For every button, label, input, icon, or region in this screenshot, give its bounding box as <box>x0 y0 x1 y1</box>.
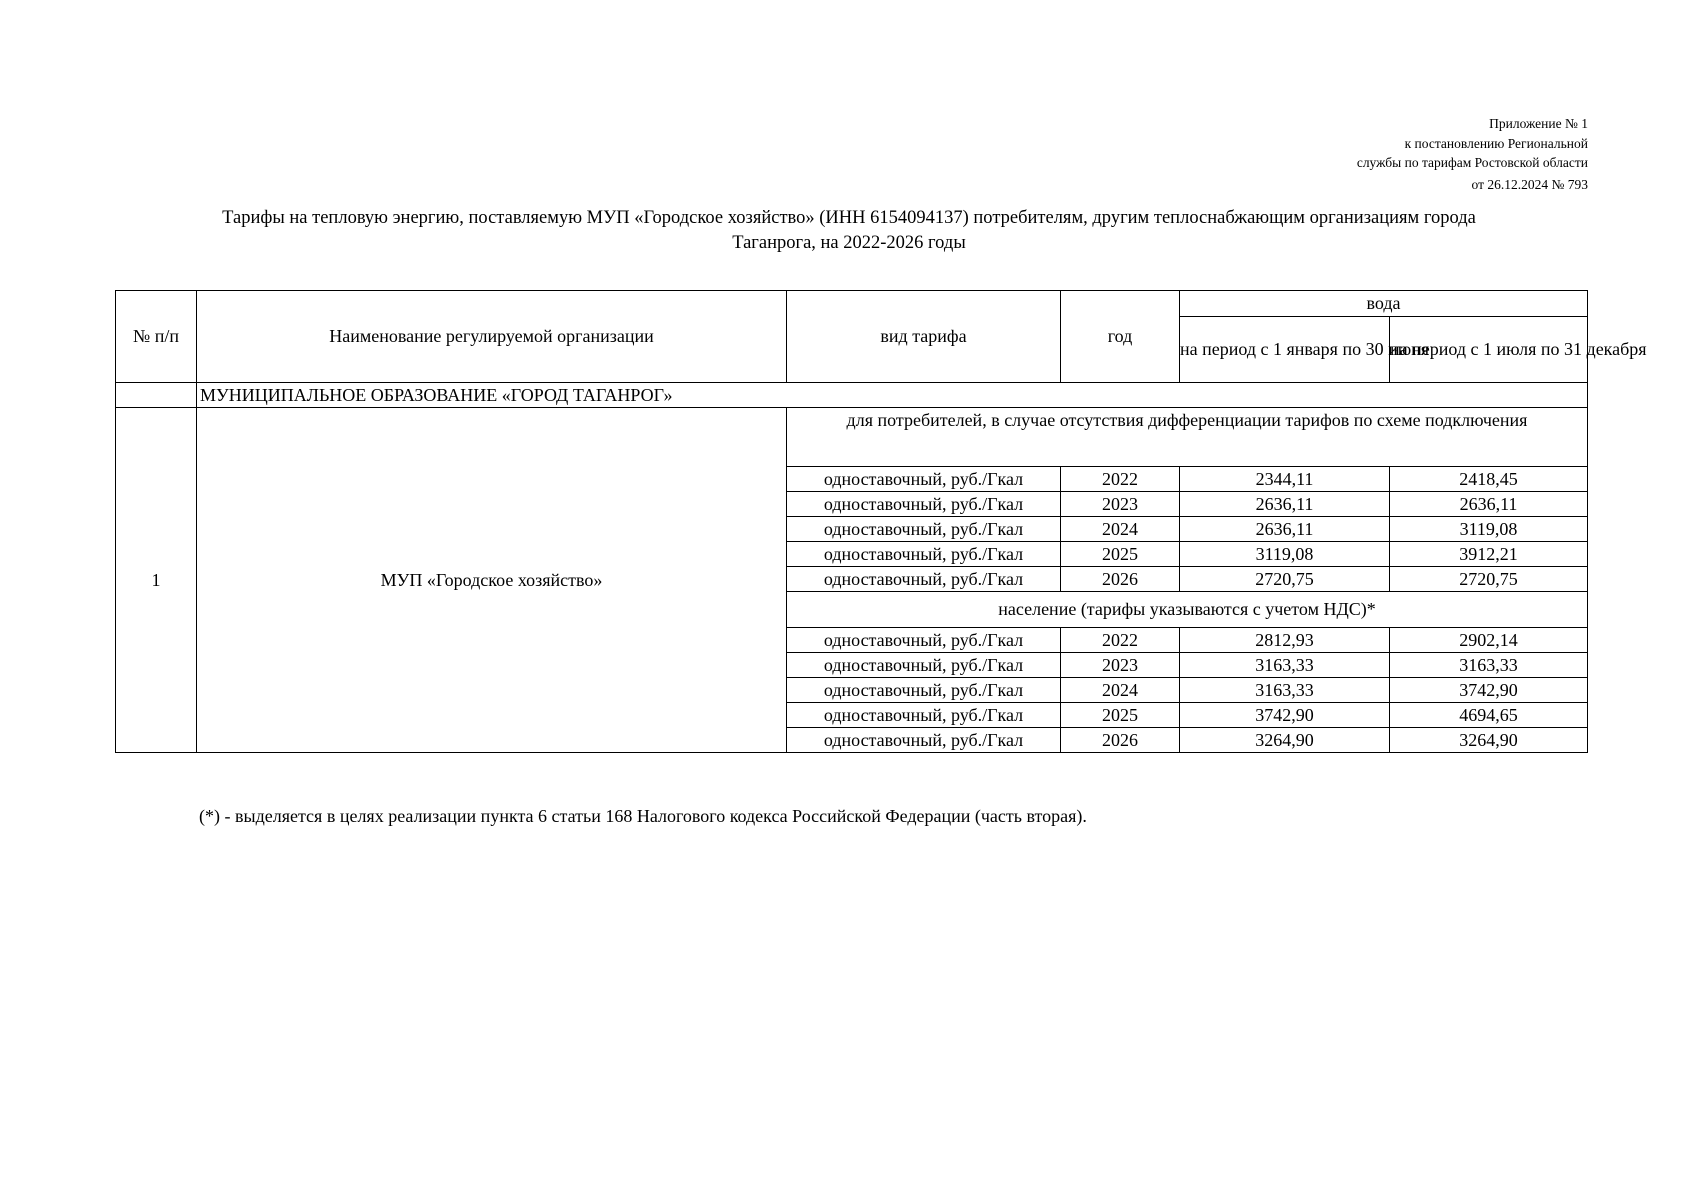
year-cell: 2025 <box>1061 542 1180 567</box>
tariff-h2-cell: 4694,65 <box>1390 703 1588 728</box>
tariff-h2-cell: 3163,33 <box>1390 653 1588 678</box>
title-line-1: Тарифы на тепловую энергию, поставляемую МУП «Городское хозяйство» (ИНН 6154094137) потребителям, другим теплоснабжающим организациям города <box>222 208 1476 228</box>
region-empty-cell <box>116 383 197 408</box>
tariff-kind-cell: одноставочный, руб./Гкал <box>787 542 1061 567</box>
tariff-h2-cell: 2636,11 <box>1390 492 1588 517</box>
year-cell: 2026 <box>1061 728 1180 753</box>
document-title <box>118 206 1580 256</box>
tariff-kind-cell: одноставочный, руб./Гкал <box>787 678 1061 703</box>
year-cell: 2023 <box>1061 492 1180 517</box>
tariff-h1-cell: 2636,11 <box>1180 492 1390 517</box>
header-year: год <box>1061 291 1180 383</box>
tariff-h2-cell: 3912,21 <box>1390 542 1588 567</box>
header-number: № п/п <box>116 291 197 383</box>
tariff-h1-cell: 3163,33 <box>1180 678 1390 703</box>
tariff-h2-cell: 3119,08 <box>1390 517 1588 542</box>
header-tariff-kind: вид тарифа <box>787 291 1061 383</box>
tariff-h1-cell: 3264,90 <box>1180 728 1390 753</box>
row-number: 1 <box>116 408 197 753</box>
tariff-h1-cell: 3163,33 <box>1180 653 1390 678</box>
year-cell: 2022 <box>1061 628 1180 653</box>
category-consumers: для потребителей, в случае отсутствия дифференциации тарифов по схеме подключения <box>787 408 1588 467</box>
tariff-h2-cell: 2418,45 <box>1390 467 1588 492</box>
footnote: (*) - выделяется в целях реализации пункта 6 статьи 168 Налогового кодекса Российской Федерации (часть вторая). <box>199 806 1087 826</box>
tariff-h1-cell: 2636,11 <box>1180 517 1390 542</box>
header-organization: Наименование регулируемой организации <box>197 291 787 383</box>
tariff-h1-cell: 3742,90 <box>1180 703 1390 728</box>
tariff-kind-cell: одноставочный, руб./Гкал <box>787 517 1061 542</box>
year-cell: 2024 <box>1061 517 1180 542</box>
header-period-1: на период с 1 января по 30 июня <box>1180 317 1390 383</box>
year-cell: 2023 <box>1061 653 1180 678</box>
tariff-table <box>115 290 1647 753</box>
year-cell: 2024 <box>1061 678 1180 703</box>
tariff-h1-cell: 2720,75 <box>1180 567 1390 592</box>
tariff-kind-cell: одноставочный, руб./Гкал <box>787 628 1061 653</box>
tariff-h2-cell: 2902,14 <box>1390 628 1588 653</box>
tariff-kind-cell: одноставочный, руб./Гкал <box>787 567 1061 592</box>
appendix-line-3: службы по тарифам Ростовской области <box>1356 155 1588 170</box>
tariff-h2-cell: 3264,90 <box>1390 728 1588 753</box>
organization-name: МУП «Городское хозяйство» <box>197 408 787 753</box>
tariff-kind-cell: одноставочный, руб./Гкал <box>787 728 1061 753</box>
year-cell: 2022 <box>1061 467 1180 492</box>
tariff-h1-cell: 2344,11 <box>1180 467 1390 492</box>
year-cell: 2025 <box>1061 703 1180 728</box>
tariff-h1-cell: 3119,08 <box>1180 542 1390 567</box>
region-name: МУНИЦИПАЛЬНОЕ ОБРАЗОВАНИЕ «ГОРОД ТАГАНРОГ» <box>197 383 1588 408</box>
appendix-line-4: от 26.12.2024 № 793 <box>1471 176 1588 192</box>
header-period-2: на период с 1 июля по 31 декабря <box>1390 317 1588 383</box>
appendix-line-2: к постановлению Региональной <box>1404 135 1588 151</box>
tariff-h2-cell: 2720,75 <box>1390 567 1588 592</box>
tariff-kind-cell: одноставочный, руб./Гкал <box>787 467 1061 492</box>
year-cell: 2026 <box>1061 567 1180 592</box>
category-population: население (тарифы указываются с учетом НДС)* <box>787 592 1588 628</box>
tariff-kind-cell: одноставочный, руб./Гкал <box>787 492 1061 517</box>
tariff-h1-cell: 2812,93 <box>1180 628 1390 653</box>
appendix-line-1: Приложение № 1 <box>1489 116 1588 131</box>
header-water: вода <box>1180 291 1588 317</box>
appendix-block <box>1357 114 1588 194</box>
tariff-kind-cell: одноставочный, руб./Гкал <box>787 653 1061 678</box>
tariff-kind-cell: одноставочный, руб./Гкал <box>787 703 1061 728</box>
tariff-h2-cell: 3742,90 <box>1390 678 1588 703</box>
title-line-2: Таганрога, на 2022-2026 годы <box>732 233 966 253</box>
